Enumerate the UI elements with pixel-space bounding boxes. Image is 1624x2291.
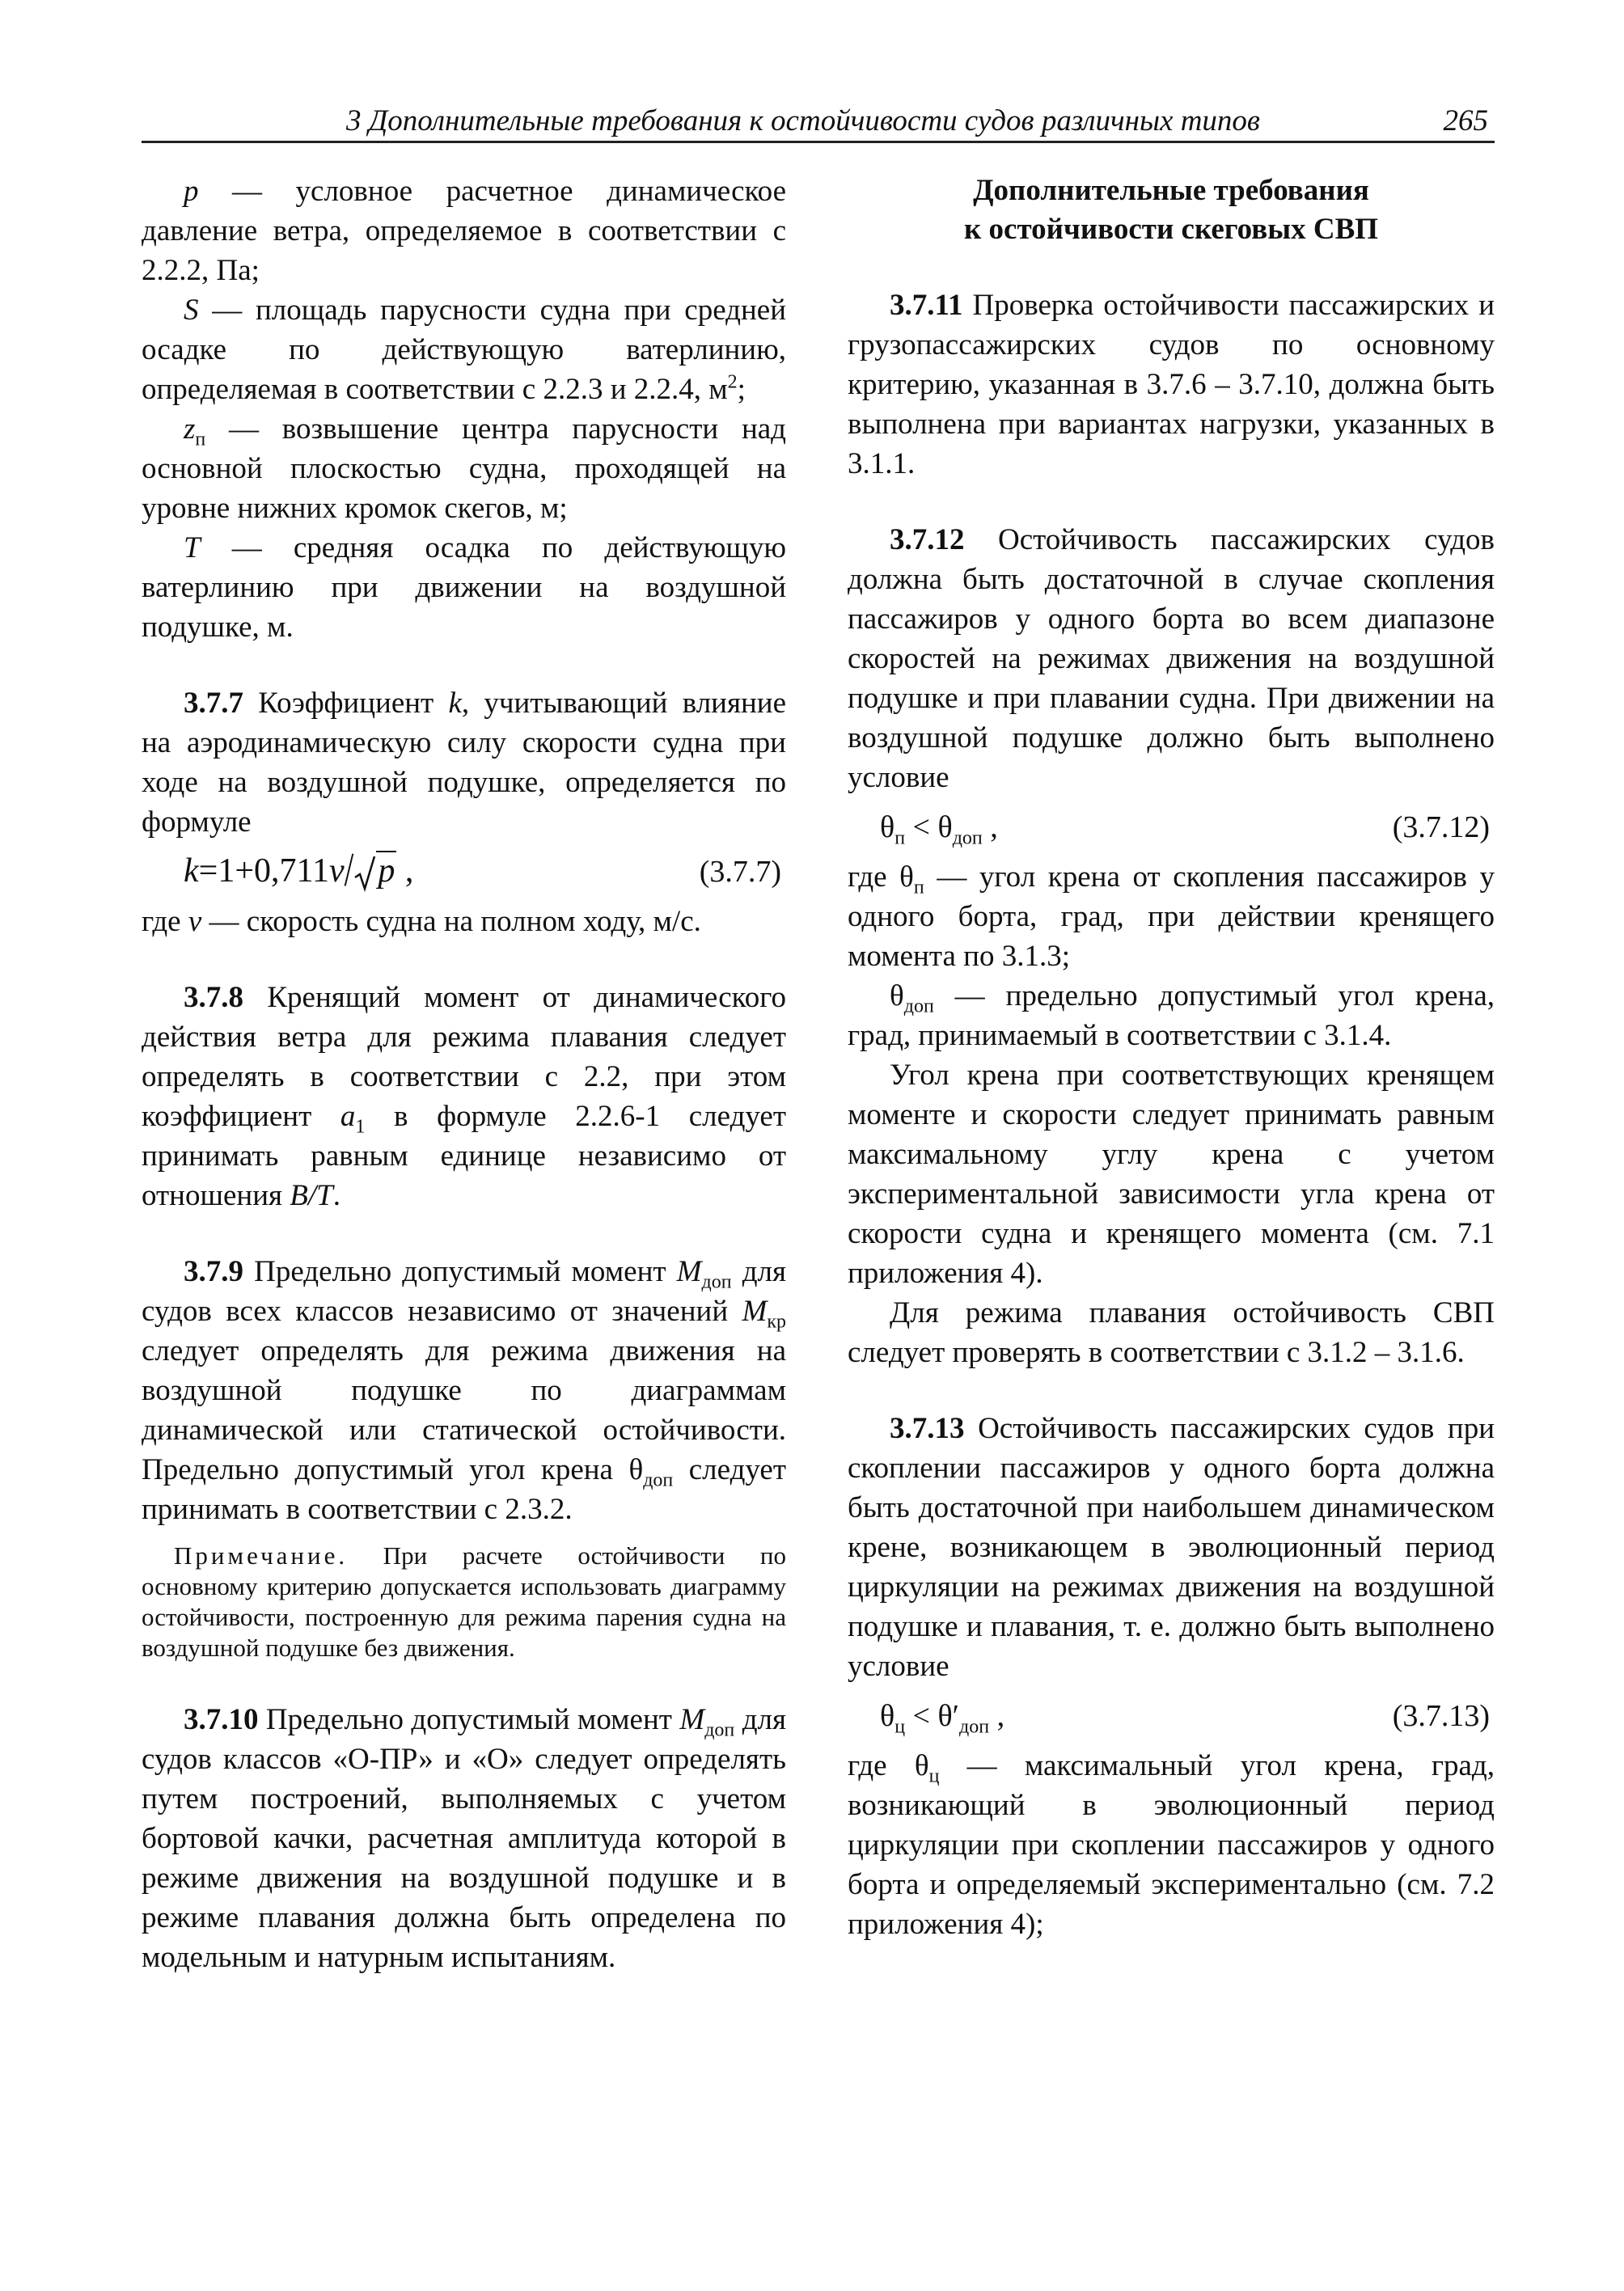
definition-p: p — условное расчетное динамическое давление ветра, определяемое в соответствии с 2.2.2, Па; xyxy=(142,175,786,287)
sqrt-sign-icon xyxy=(353,855,376,892)
section-number: 3.7.7 xyxy=(184,687,243,720)
where-theta-c: где $\theta_ц$ — максимальный угол крена, град, возникающий в эволюционный период циркуляции при скоплении пассажиров у одного борта и определяемый экспериментально (см. 7.2 приложения 4); xyxy=(848,1749,1495,1941)
running-header xyxy=(142,104,1495,143)
formula-3-7-12 xyxy=(848,802,1495,852)
section-number: 3.7.13 xyxy=(890,1412,965,1445)
section-3-7-8: 3.7.8 Кренящий момент от динамического действия ветра для режима плавания следует определять в соответствии с 2.2, при этом коэффициент $a_1$ в формуле 2.2.6-1 следует принимать равным единице независимо от отношения B/T. xyxy=(142,981,786,1212)
section-number: 3.7.11 xyxy=(890,289,963,322)
section-number: 3.7.10 xyxy=(184,1703,259,1736)
running-header-title: 3 Дополнительные требования к остойчивости судов различных типов xyxy=(345,104,1260,137)
section-heading: Дополнительные требования к остойчивости скеговых СВП xyxy=(963,174,1379,246)
definition-z: $z_п$ — возвышение центра парусности над основной плоскостью судна, проходящей на уровне нижних кромок скегов, м; xyxy=(142,412,786,525)
section-3-7-7: 3.7.7 Коэффициент k, учитывающий влияние на аэродинамическую силу скорости судна при ходе на воздушной подушке, определяется по формуле xyxy=(142,687,786,839)
where-theta-p: где $\theta_п$ — угол крена от скопления пассажиров у одного борта, град, при действии кренящего момента по 3.1.3; xyxy=(848,860,1495,973)
formula-expression: $\theta_п < \theta_{доп}$ , xyxy=(880,809,998,849)
where-v: где v — скорость судна на полном ходу, м/с. xyxy=(142,905,701,938)
section-3-7-13: 3.7.13 Остойчивость пассажирских судов при скоплении пассажиров у одного борта должна быть достаточной при наибольшем динамическом крене, возникающем в эволюционный период циркуляции на режимах движения на воздушной подушке и плавания, т. е. должно быть выполнено условие xyxy=(848,1412,1495,1683)
formula-number: (3.7.7) xyxy=(699,854,781,889)
formula-3-7-13 xyxy=(848,1691,1495,1741)
section-3-7-9: 3.7.9 Предельно допустимый момент $M_{доп}$ для судов всех классов независимо от значений $M_{кр}$ следует определять для режима движения на воздушной подушке по диаграммам динамической или статической остойчивости. Предельно допустимый угол крена $\theta_{доп}$ следует принимать в соответствии с 2.3.2. xyxy=(142,1255,786,1526)
where-theta-dop: $\theta_{доп}$ — предельно допустимый угол крена, град, принимаемый в соответствии с 3.1.4. xyxy=(848,979,1495,1052)
page-number: 265 xyxy=(1443,104,1488,137)
section-3-7-11: 3.7.11 Проверка остойчивости пассажирских и грузопассажирских судов по основному критерию, указанная в 3.7.6 – 3.7.10, должна быть выполнена при вариантах нагрузки, указанных в 3.1.1. xyxy=(848,289,1495,480)
formula-number: (3.7.13) xyxy=(1392,1698,1490,1733)
paragraph-floating-mode: Для режима плавания остойчивость СВП следует проверять в соответствии с 3.1.2 – 3.1.6. xyxy=(848,1296,1495,1369)
section-number: 3.7.9 xyxy=(184,1255,243,1288)
formula-3-7-7 xyxy=(142,844,786,897)
formula-number: (3.7.12) xyxy=(1392,809,1490,844)
section-3-7-12: 3.7.12 Остойчивость пассажирских судов должна быть достаточной в случае скопления пассажиров у одного борта во всем диапазоне скоростей на режимах движения на воздушной подушке и при плавании судна. При движении на воздушной подушке должно быть выполнено условие xyxy=(848,523,1495,794)
right-column xyxy=(848,171,1495,1944)
note-label: Примечание. xyxy=(174,1541,349,1570)
formula-expression: k=1+0,711v/ p , xyxy=(184,844,414,897)
paragraph-heel-angle: Угол крена при соответствующих кренящем моменте и скорости следует принимать равным максимальному углу крена с учетом экспериментальной зависимости угла крена от скорости судна и кренящего момента (см. 7.1 приложения 4). xyxy=(848,1059,1495,1290)
definition-t: T — средняя осадка по действующую ватерлинию при движении на воздушной подушке, м. xyxy=(142,531,786,644)
left-column xyxy=(142,171,786,1977)
section-3-7-10: 3.7.10 Предельно допустимый момент $M_{доп}$ для судов классов «О-ПР» и «О» следует определять путем построений, выполняемых с учетом бортовой качки, расчетная амплитуда которой в режиме движения на воздушной подушке и в режиме плавания должна быть определена по модельным и натурным испытаниям. xyxy=(142,1703,787,1974)
section-number: 3.7.8 xyxy=(184,981,243,1014)
section-number: 3.7.12 xyxy=(890,523,965,556)
note: Примечание. При расчете остойчивости по основному критерию допускается использовать диаграмму остойчивости, построенную для режима парения судна на воздушной подушке без движения. xyxy=(142,1541,786,1662)
definition-s: S — площадь парусности судна при средней осадке по действующую ватерлинию, определяемая в соответствии с 2.2.3 и 2.2.4, $м^2$; xyxy=(142,294,786,406)
formula-expression: $\theta_ц < \theta'_{доп}$ , xyxy=(880,1698,1005,1738)
